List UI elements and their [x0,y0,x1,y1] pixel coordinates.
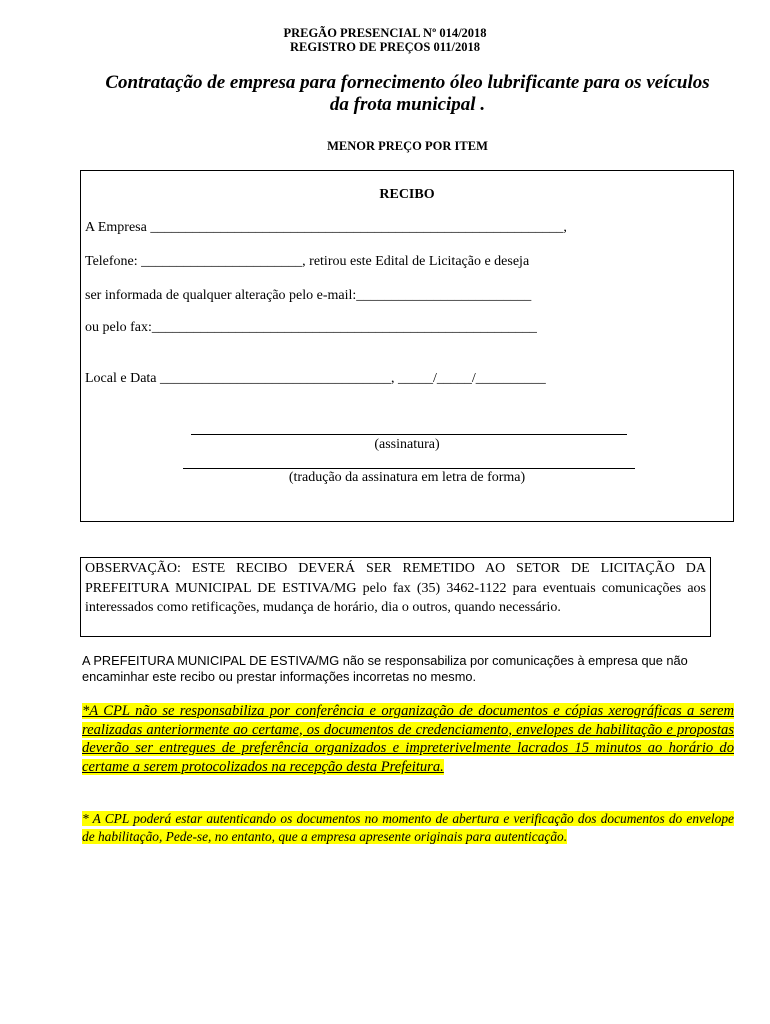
observation-box [80,557,711,637]
observation-text: OBSERVAÇÃO: ESTE RECIBO DEVERÁ SER REMETIDO AO SETOR DE LICITAÇÃO DA PREFEITURA MUNICIPAL DE ESTIVA/MG pelo fax (35) 3462-1122 para eventuais comunicações aos interessados como retificações, mudança de horário, dia o outros, quando necessário. [85,561,706,615]
fax-field-line: ou pelo fax:_______________________________________________________ [85,320,537,335]
recibo-title: RECIBO [379,187,435,202]
signature-line [191,434,627,435]
email-field-line: ser informada de qualquer alteração pelo e-mail:_________________________ [85,288,532,303]
telefone-field-line: Telefone: _______________________, retirou este Edital de Licitação e deseja [85,254,530,269]
printed-name-label: (tradução da assinatura em letra de forma) [288,470,526,485]
printed-name-line [183,468,635,469]
cpl-note-authentication-text: * A CPL poderá estar autenticando os documentos no momento de abertura e verificação dos documentos do envelope de habilitação, Pede-se, no entanto, que a empresa apresente originais para autenticação. [82,811,734,844]
signature-label: (assinatura) [374,437,440,452]
document-header [0,26,770,54]
local-data-field-line: Local e Data _________________________________, _____/_____/__________ [85,371,546,386]
empresa-field-line: A Empresa ___________________________________________________________, [85,220,567,235]
document-title: Contratação de empresa para fornecimento óleo lubrificante para os veículos da frota municipal . [105,72,710,115]
registro-number: REGISTRO DE PREÇOS 011/2018 [290,40,480,54]
recibo-box [80,170,734,522]
pregao-number: PREGÃO PRESENCIAL Nº 014/2018 [283,26,487,40]
prefeitura-disclaimer: A PREFEITURA MUNICIPAL DE ESTIVA/MG não se responsabiliza por comunicações à empresa que não encaminhar este recibo ou prestar informações incorretas no mesmo. [82,653,688,684]
cpl-note-authentication [82,810,734,845]
cpl-note-documents [82,702,734,776]
document-subtitle: MENOR PREÇO POR ITEM [327,139,488,153]
cpl-note-documents-text: *A CPL não se responsabiliza por conferência e organização de documentos e cópias xerográficas a serem realizadas anteriormente ao certame, os documentos de credenciamento, envelopes de habilitação e propostas deverão ser entregues de preferência organizados e impreterivelmente lacrados 15 minutos ao horário do certame a serem protocolizados na recepção desta Prefeitura. [82,703,734,775]
